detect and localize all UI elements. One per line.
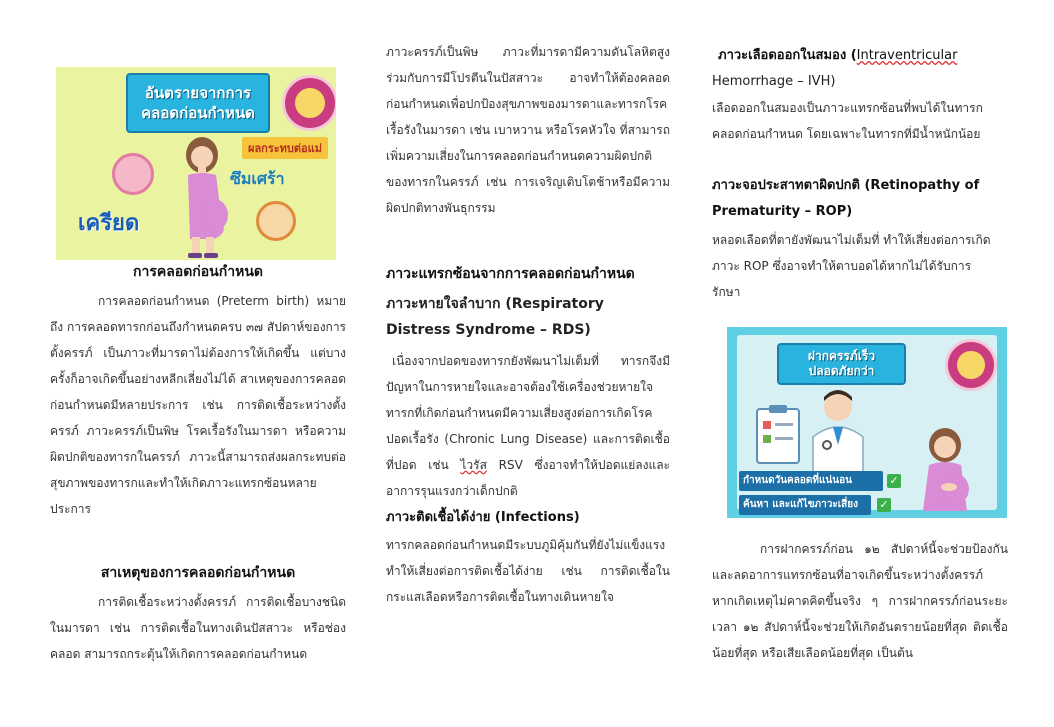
heading-ivh-cont: Hemorrhage – IVH) <box>712 74 836 89</box>
ivh-thai-label: ภาวะเลือดออกในสมอง ( <box>718 48 857 63</box>
heading-rop: ภาวะจอประสาทตาผิดปกติ (Retinopathy of Prematurity – ROP) <box>712 178 980 219</box>
banner-line-2: คลอดก่อนกำหนด <box>141 104 255 122</box>
hospital-emblem-logo-2 <box>945 339 997 391</box>
heading-rds-text: ภาวะหายใจลำบาก (Respiratory Distress Syndrome – RDS) <box>386 296 604 338</box>
paragraph-antenatal: การฝากครรภ์ก่อน ๑๒ สัปดาห์นี้จะช่วยป้องกันและลดอาการแทรกซ้อนที่อาจเกิดขึ้นระหว่างตั้งครรภ์ หากเกิดเหตุไม่คาดคิดขึ้นจริง ๆ การฝากครรภ์ก่อนระยะเวลา ๑๒ สัปดาห์นี้จะช่วยให้เกิดอันตรายน้อยที่สุด ติดเชื้อน้อยที่สุด หรือเสียเลือดน้อยที่สุด เป็นต้น <box>712 542 1008 660</box>
paragraph-rds <box>386 348 670 504</box>
heading-complications: ภาวะแทรกซ้อนจากการคลอดก่อนกำหนด <box>386 266 635 282</box>
effect-on-mother-tag: ผลกระทบต่อแม่ <box>242 137 328 159</box>
heading-preterm-birth: การคลอดก่อนกำหนด <box>133 264 263 280</box>
checklist-item-due-date: กำหนดวันคลอดที่แน่นอน <box>739 471 883 491</box>
paragraph-preterm-definition: การคลอดก่อนกำหนด (Preterm birth) หมายถึง การคลอดทารกก่อนถึงกำหนดครบ ๓๗ สัปดาห์ของการตั้งครรภ์ เป็นภาวะที่มารดาไม่ต้องการให้เกิดขึ้น แต่บางครั้งก็อาจเกิดขึ้นอย่างหลีกเลี่ยงไม่ได้ สาเหตุของการคลอดก่อนกำหนดมีหลายประการ เช่น การติดเชื้อระหว่างตั้งครรภ์ ภาวะครรภ์เป็นพิษ โรคเรื้อรังในมารดา หรือความผิดปกติของทารกในครรภ์ ภาวะนี้สามารถส่งผลกระทบต่อสุขภาพของทารกและทำให้เกิดภาวะแทรกซ้อนหลายประการ <box>50 294 346 516</box>
pregnant-woman-illustration <box>174 133 234 259</box>
ivh-english-word: Intraventricular <box>856 48 958 63</box>
paragraph-preeclampsia: ภาวะครรภ์เป็นพิษ ภาวะที่มารดามีความดันโลหิตสูงร่วมกับการมีโปรตีนในปัสสาวะ อาจทำให้ต้องคลอดก่อนกำหนดเพื่อปกป้องสุขภาพของมารดาและทารกโรคเรื้อรังในมารดา เช่น เบาหวาน หรือโรคหัวใจ ที่สามารถเพิ่มความเสี่ยงในการคลอดก่อนกำหนดความผิดปกติของทารกในครรภ์ เช่น การเจริญเติบโตช้าหรือมีความผิดปกติทางพันธุกรรม <box>386 45 670 215</box>
doctor-illustration <box>803 387 873 473</box>
heading-rds <box>386 291 626 343</box>
stressed-woman-illustration <box>112 153 154 195</box>
check-icon-2: ✓ <box>877 498 891 512</box>
paragraph-infections: ทารกคลอดก่อนกำหนดมีระบบภูมิคุ้มกันที่ยังไม่แข็งแรง ทำให้เสี่ยงต่อการติดเชื้อได้ง่าย เช่น การติดเชื้อในกระแสเลือดหรือการติดเชื้อในทางเดินหายใจ <box>386 538 670 604</box>
paragraph-causes: การติดเชื้อระหว่างตั้งครรภ์ การติดเชื้อบางชนิดในมารดา เช่น การติดเชื้อในทางเดินปัสสาวะ หรือช่องคลอด สามารถกระตุ้นให้เกิดการคลอดก่อนกำหนด <box>50 595 346 661</box>
checklist-item-risk: ค้นหา และแก้ไขภาวะเสี่ยง <box>739 495 871 515</box>
banner-line-1: อันตรายจากการ <box>144 84 252 102</box>
poster2-banner <box>777 343 906 385</box>
paragraph-ivh: เลือดออกในสมองเป็นภาวะแทรกซ้อนที่พบได้ในทารกคลอดก่อนกำหนด โดยเฉพาะในทารกที่มีน้ำหนักน้อย <box>712 101 983 141</box>
rds-text-1: เนื่องจากปอดของทารกยังพัฒนาไม่เต็มที่ ทารกจึงมีปัญหาในการหายใจและอาจต้องใช้เครื่องช่วยหายใจ ทารกที่เกิดก่อนกำหนดมีความเสี่ยงสูงต่อการเกิดโรคปอดเรื้อรัง (Chronic Lung Disease) และการติดเชื้อที่ปอด เช่น <box>386 354 670 472</box>
rds-text-2: RSV ซึ่งอาจทำให้ปอดแย่ลงและอาการรุนแรงกว่าเด็กปกติ <box>386 458 670 498</box>
poster-early-antenatal <box>727 327 1007 518</box>
clipboard-icon <box>755 405 803 465</box>
heading-causes: สาเหตุของการคลอดก่อนกำหนด <box>100 565 296 581</box>
hospital-emblem-logo <box>282 75 336 131</box>
poster-preterm-dangers <box>56 67 336 260</box>
paragraph-rop: หลอดเลือดที่ตายังพัฒนาไม่เต็มที่ ทำให้เสี่ยงต่อการเกิดภาวะ ROP ซึ่งอาจทำให้ตาบอดได้หากไม่ได้รับการรักษา <box>712 233 991 299</box>
check-icon: ✓ <box>887 474 901 488</box>
pregnant-woman-illustration-2 <box>909 427 981 511</box>
heading-ivh <box>712 43 1018 69</box>
rds-virus-word: ไวรัส <box>460 458 487 472</box>
heading-infections: ภาวะติดเชื้อได้ง่าย (Infections) <box>386 510 580 525</box>
poster-banner <box>126 73 270 133</box>
stress-label: เครียด <box>78 211 140 236</box>
sad-woman-illustration <box>256 201 296 241</box>
depression-label: ซึมเศร้า <box>230 169 285 188</box>
poster2-banner-line-1: ฝากครรภ์เร็ว <box>807 349 876 363</box>
poster2-banner-line-2: ปลอดภัยกว่า <box>808 364 875 378</box>
poster-board <box>737 335 997 510</box>
